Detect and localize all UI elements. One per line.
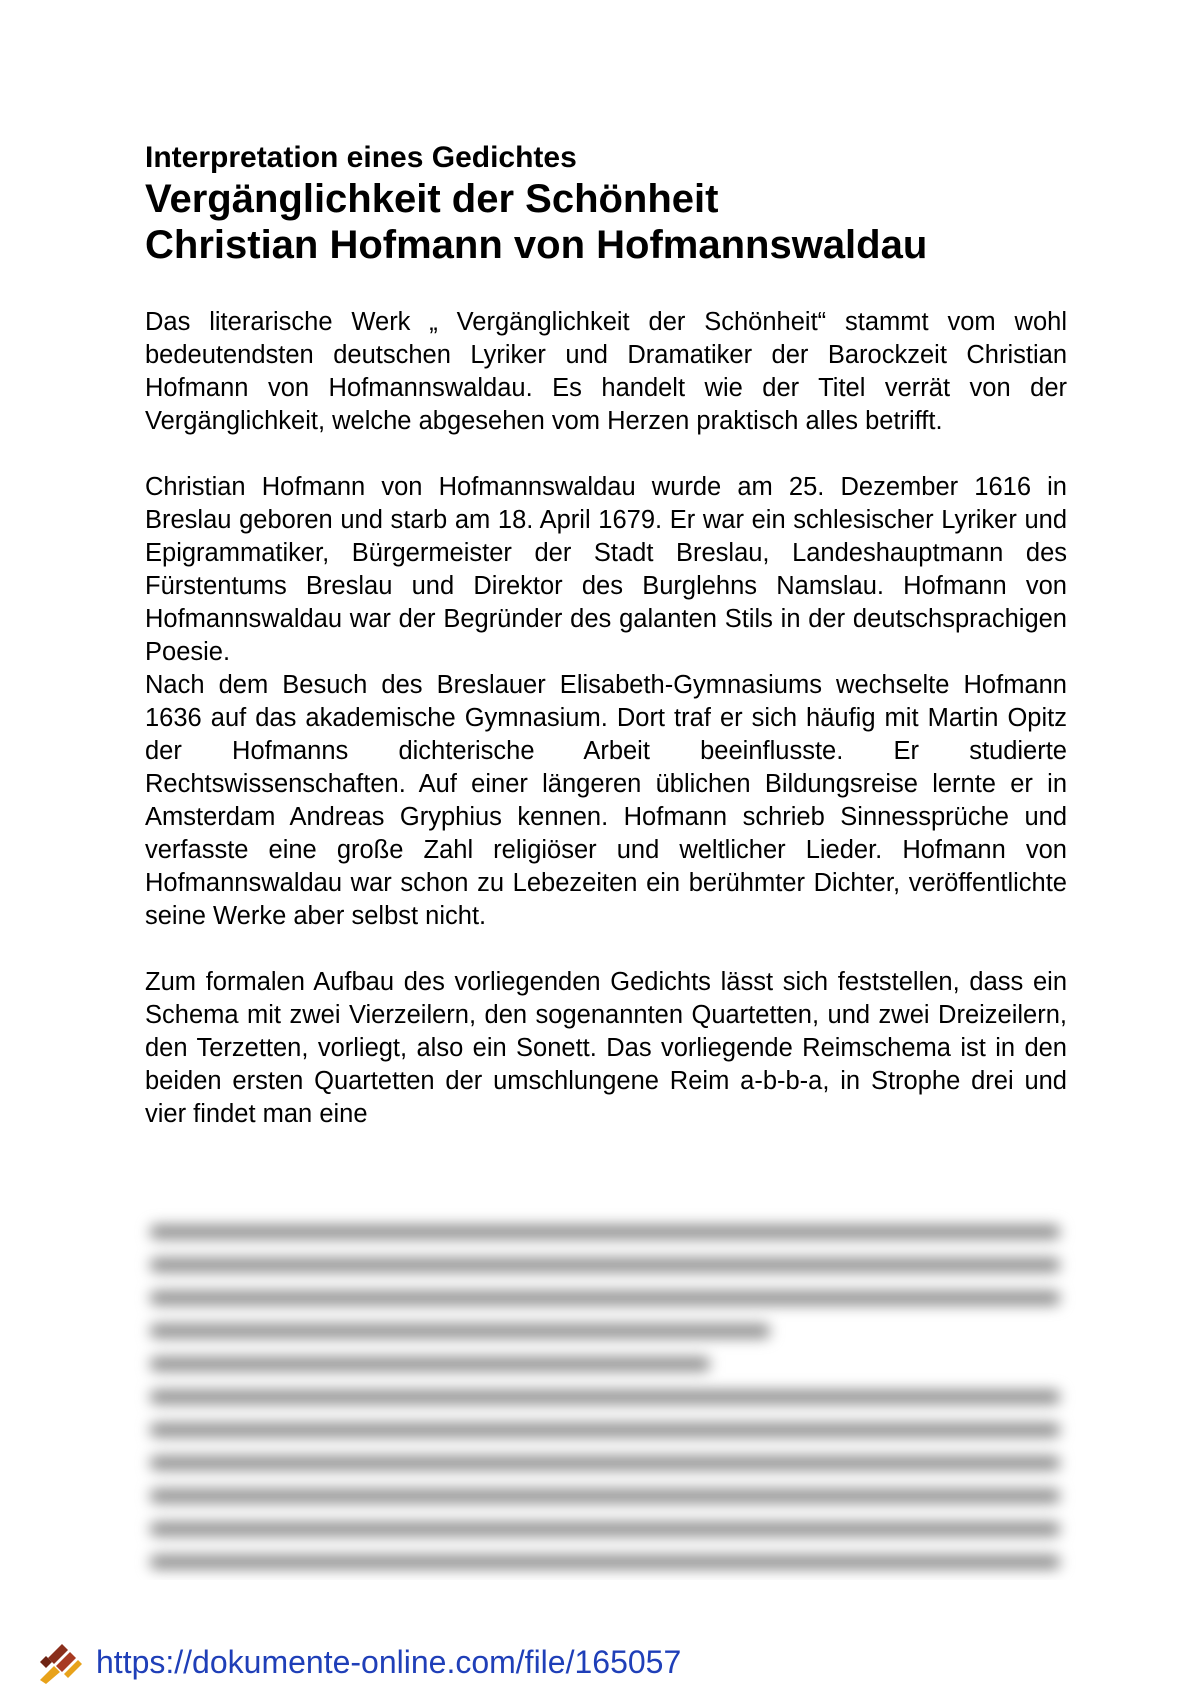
- footer: [36, 1640, 681, 1684]
- blurred-text-placeholder: [130, 1205, 1082, 1580]
- blurred-preview-area: [130, 1205, 1082, 1580]
- document-kicker: Interpretation eines Gedichtes: [145, 141, 577, 174]
- document-url-link[interactable]: https://dokumente-online.com/file/165057: [96, 1644, 682, 1680]
- paragraph-education: Nach dem Besuch des Breslauer Elisabeth-Gymnasiums wechselte Hofmann 1636 auf das akademische Gymnasium. Dort traf er sich häufig mit Martin Opitz der Hofmanns dichterische Arbeit beeinflusste. Er studierte Rechtswissenschaften. Auf einer längeren üblichen Bildungsreise lernte er in Amsterdam Andreas Gryphius kennen. Hofmann schrieb Sinnessprüche und verfasste eine große Zahl religiöser und weltlicher Lieder. Hofmann von Hofmannswaldau war schon zu Lebezeiten ein berühmter Dichter, veröffentlichte seine Werke aber selbst nicht.: [145, 671, 1067, 930]
- paragraph-form: Zum formalen Aufbau des vorliegenden Gedichts lässt sich feststellen, dass ein Schema mit zwei Vierzeilern, den sogenannten Quartetten, und zwei Dreizeilern, den Terzetten, vorliegt, also ein Sonett. Das vorliegende Reimschema ist in den beiden ersten Quartetten der umschlungene Reim a-b-b-a, in Strophe drei und vier findet man eine: [145, 968, 1067, 1128]
- document-content: [145, 140, 1067, 1131]
- document-body: [145, 306, 1067, 1131]
- paragraph-intro: Das literarische Werk „ Vergänglichkeit der Schönheit“ stammt vom wohl bedeutendsten deutschen Lyriker und Dramatiker der Barockzeit Christian Hofmann von Hofmannswaldau. Es handelt wie der Titel verrät von der Vergänglichkeit, welche abgesehen vom Herzen praktisch alles betrifft.: [145, 308, 1067, 435]
- document-title-line-1: Vergänglichkeit der Schönheit: [145, 177, 719, 221]
- dokumente-online-logo-icon: [36, 1640, 84, 1684]
- paragraph-biography: Christian Hofmann von Hofmannswaldau wurde am 25. Dezember 1616 in Breslau geboren und starb am 18. April 1679. Er war ein schlesischer Lyriker und Epigrammatiker, Bürgermeister der Stadt Breslau, Landeshauptmann des Fürstentums Breslau und Direktor des Burglehns Namslau. Hofmann von Hofmannswaldau war der Begründer des galanten Stils in der deutschsprachigen Poesie.: [145, 473, 1067, 666]
- document-title-line-2: Christian Hofmann von Hofmannswaldau: [145, 223, 928, 267]
